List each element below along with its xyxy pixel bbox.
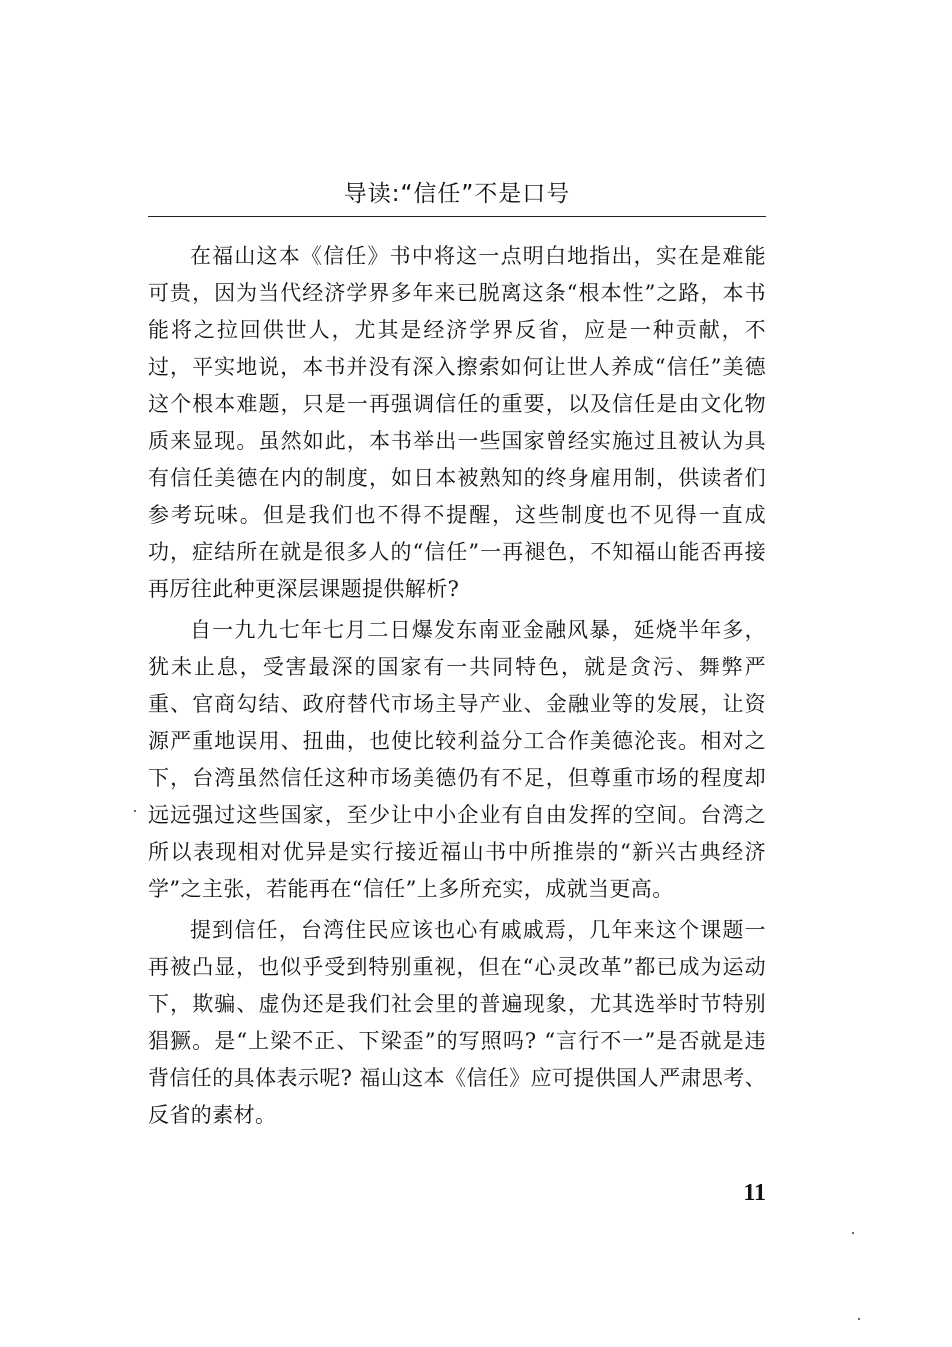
paragraph-3: 提到信任，台湾住民应该也心有戚戚焉，几年来这个课题一再被凸显，也似乎受到特别重视，但在“心灵改革”都已成为运动下，欺骗、虚伪还是我们社会里的普遍现象，尤其选举时节特别猖獗。是“上梁不正、下梁歪”的写照吗? “言行不一”是否就是违背信任的具体表示呢? 福山这本《信任》应可提供国人严肃思考、反省的素材。 [148,918,766,1127]
scan-speck [134,810,136,812]
header-rule [148,216,766,217]
scan-speck [852,1232,854,1234]
page-number: 11 [743,1180,766,1206]
paragraph-1: 在福山这本《信任》书中将这一点明白地指出，实在是难能可贵，因为当代经济学界多年来已脱离这条“根本性”之路，本书能将之拉回供世人，尤其是经济学界反省，应是一种贡献，不过，平实地说，本书并没有深入擦索如何让世人养成“信任”美德这个根本难题，只是一再强调信任的重要，以及信任是由文化物质来显现。虽然如此，本书举出一些国家曾经实施过且被认为具有信任美德在内的制度，如日本被熟知的终身雇用制，供读者们参考玩味。但是我们也不得不提醒，这些制度也不见得一直成功，症结所在就是很多人的“信任”一再褪色，不知福山能否再接再厉往此种更深层课题提供解析? [148,244,766,601]
paragraph-2: 自一九九七年七月二日爆发东南亚金融风暴，延烧半年多，犹未止息，受害最深的国家有一共同特色，就是贪污、舞弊严重、官商勾结、政府替代市场主导产业、金融业等的发展，让资源严重地误用、扭曲，也使比较利益分工合作美德沦丧。相对之下，台湾虽然信任这种市场美德仍有不足，但尊重市场的程度却远远强过这些国家，至少让中小企业有自由发挥的空间。台湾之所以表现相对优异是实行接近福山书中所推崇的“新兴古典经济学”之主张，若能再在“信任”上多所充实，成就当更高。 [148,618,766,901]
scan-speck [858,1318,860,1320]
running-head: 导读:“信任”不是口号 [343,181,571,207]
body-text [148,238,766,1138]
